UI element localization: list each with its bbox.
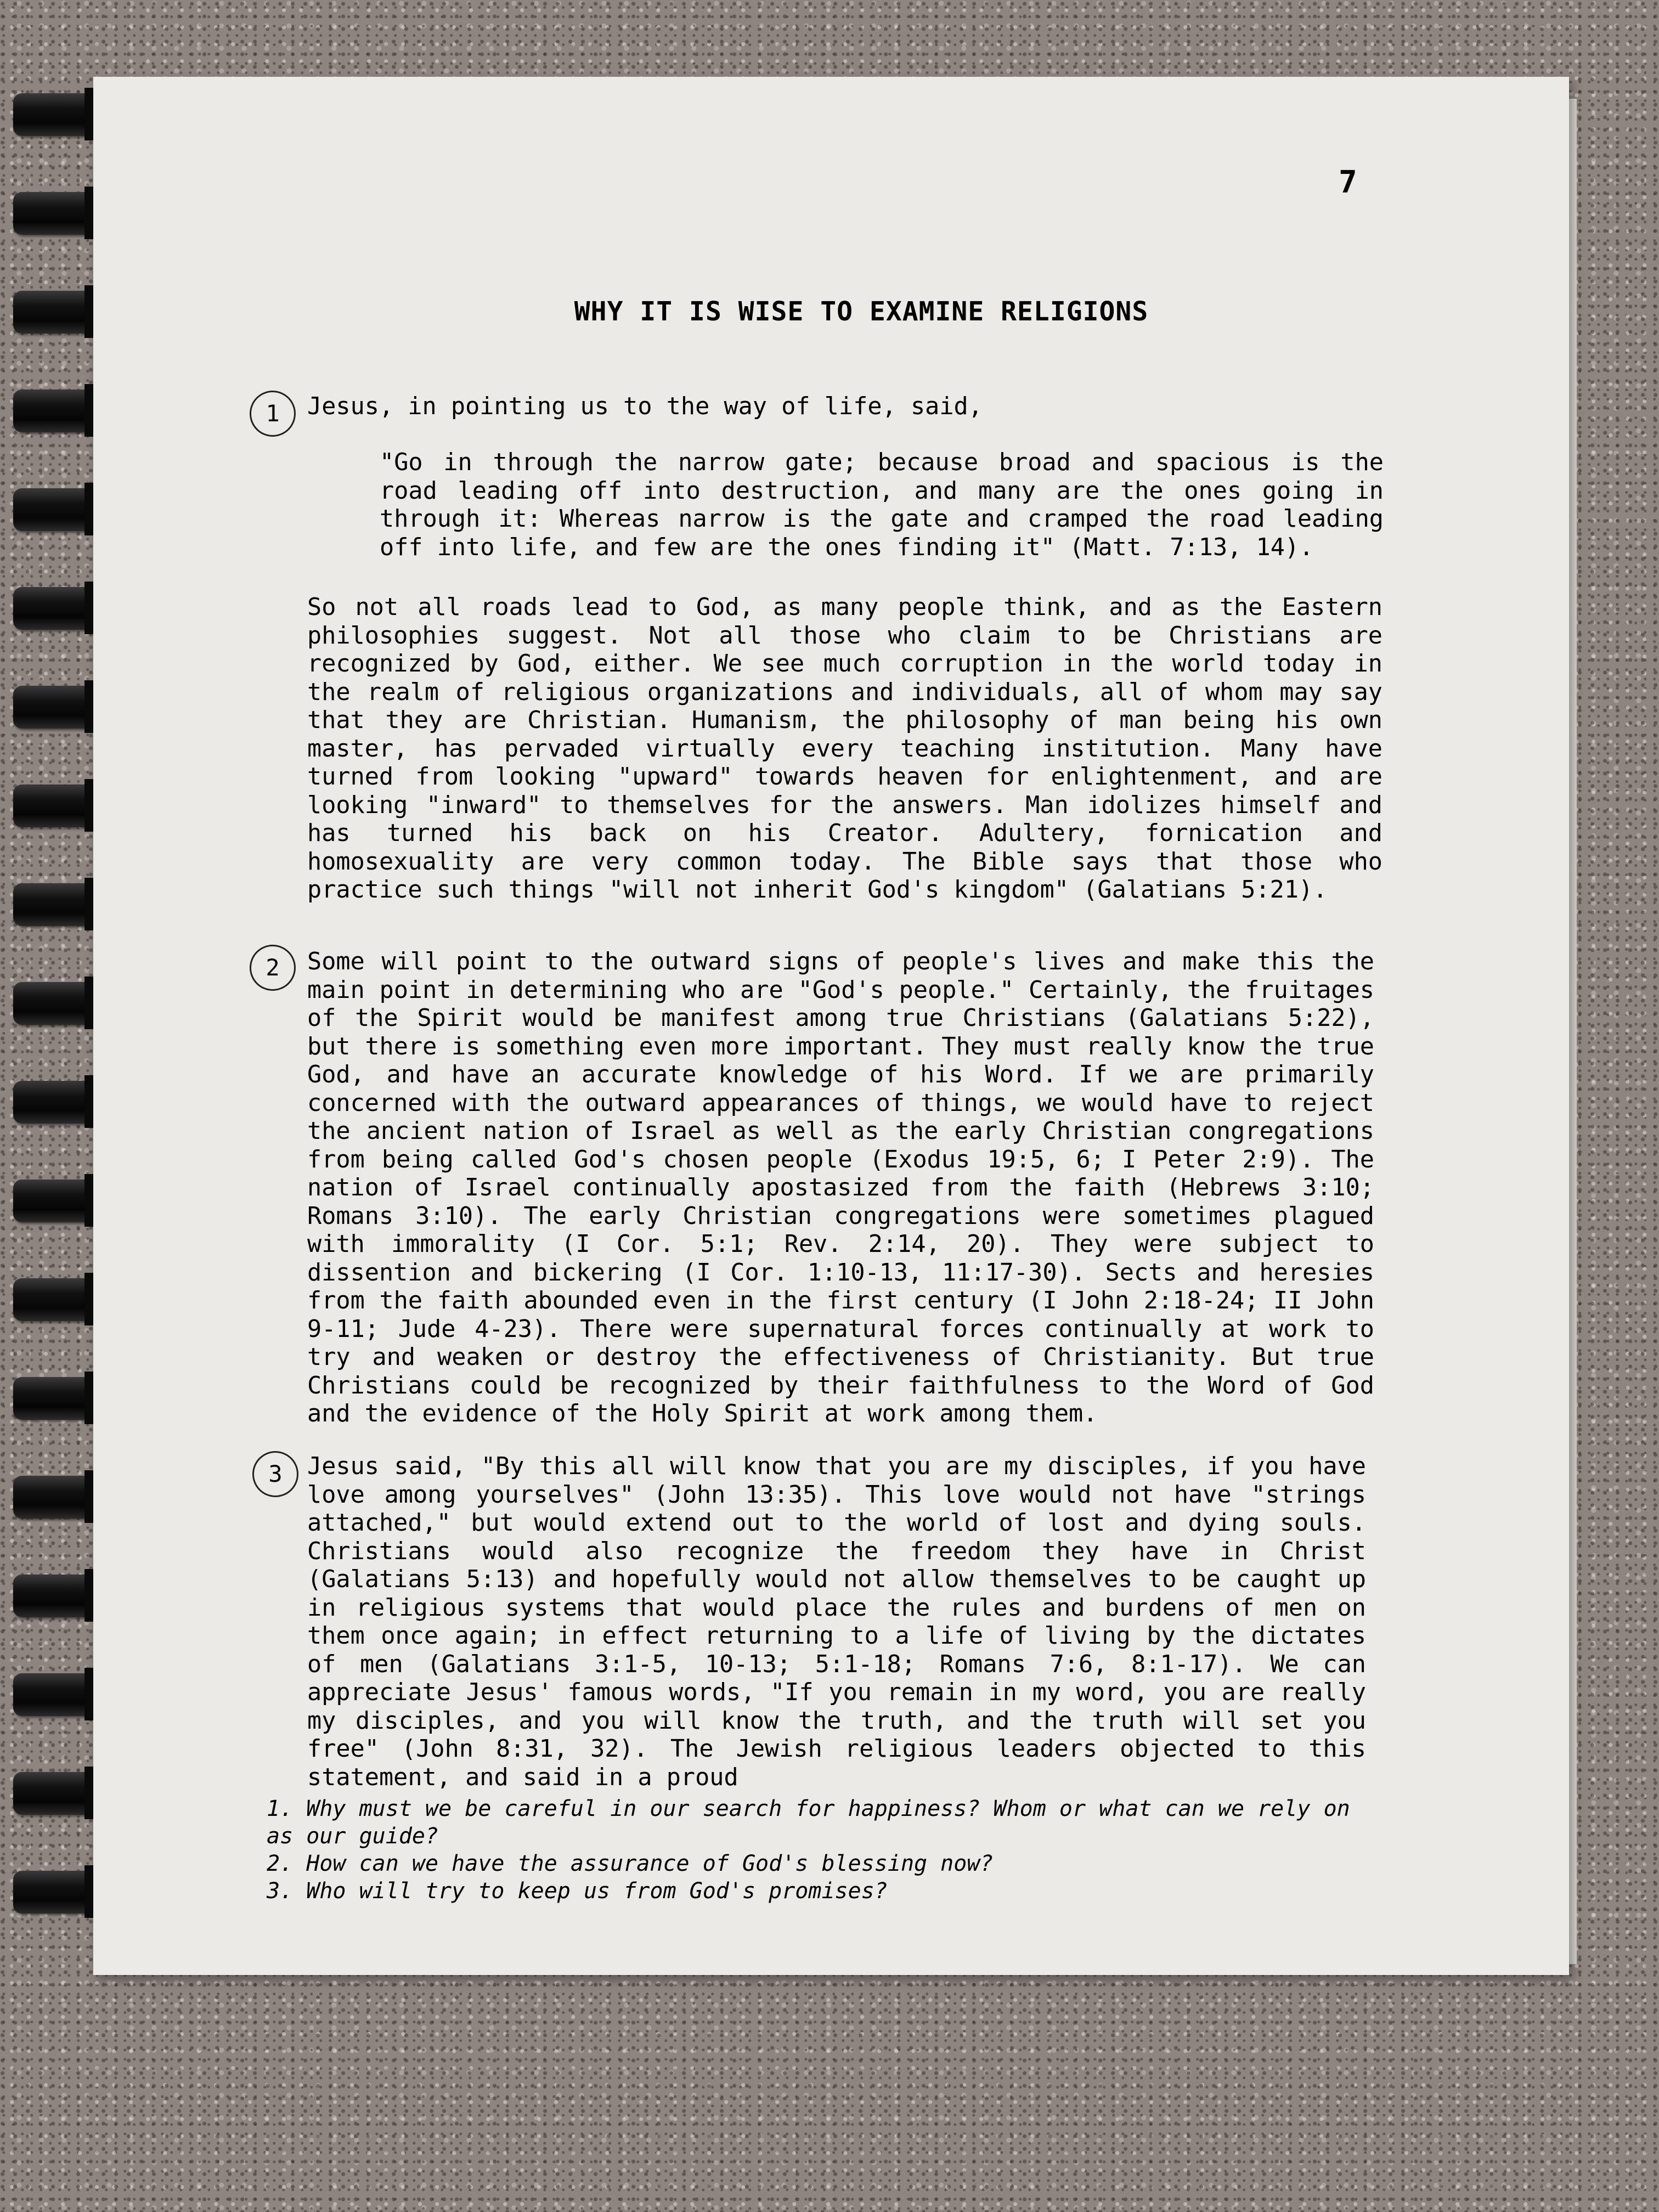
section-marker-2: 2 (250, 945, 296, 991)
section1-intro: Jesus, in pointing us to the way of life, said, (307, 393, 983, 420)
section-marker-3: 3 (252, 1451, 298, 1497)
section1-body: So not all roads lead to God, as many people think, and as the Eastern philosophies suggest. Not all those who claim to be Christians are recognized by God, either. We see much corruption in the world today in the realm of religious organizations and individuals, all of whom may say that they are Christian. Humanism, the philosophy of man being his own master, has pervaded virtually every teaching institution. Many have turned from looking "upward" towards heaven for enlightenment, and are looking "inward" to themselves for the answers. Man idolizes himself and has turned his back on his Creator. Adultery, fornication and homosexuality are very common today. The Bible says that those who practice such things "will not inherit God's kingdom" (Galatians 5:21). (307, 594, 1383, 904)
study-question: 1. Why must we be careful in our search for happiness? Whom or what can we rely on as our guide? (267, 1796, 1350, 1849)
section3-body: Jesus said, "By this all will know that you are my disciples, if you have love among yourselves" (John 13:35). This love would not have "strings attached," but would extend out to the world of lost and dying souls. Christians would also recognize the freedom they have in Christ (Galatians 5:13) and hopefully would not allow themselves to be caught up in religious systems that would place the rules and burdens of men on them once again; in effect returning to a life of living by the dictates of men (Galatians 3:1-5, 10-13; 5:1-18; Romans 7:6, 8:1-17). We can appreciate Jesus' famous words, "If you remain in my word, you are really my disciples, and you will know the truth, and the truth will set you free" (John 8:31, 32). The Jewish religious leaders objected to this statement, and said in a proud (307, 1453, 1366, 1791)
page-edge (1569, 99, 1577, 1964)
section1-quote: "Go in through the narrow gate; because broad and spacious is the road leading off into destruction, and many are the ones going in through it: Whereas narrow is the gate and cramped the road leading off into life, and few are the ones finding it" (Matt. 7:13, 14). (380, 449, 1384, 561)
section-marker-1: 1 (250, 391, 296, 437)
section2-body: Some will point to the outward signs of people's lives and make this the main point in determining who are "God's people." Certainly, the fruitages of the Spirit would be manifest among true Christians (Galatians 5:22), but there is something even more important. They must really know the true God, and have an accurate knowledge of his Word. If we are primarily concerned with the outward appearances of things, we would have to reject the ancient nation of Israel as well as the early Christian congregations from being called God's chosen people (Exodus 19:5, 6; I Peter 2:9). The nation of Israel continually apostasized from the faith (Hebrews 3:10; Romans 3:10). The early Christian congregations were sometimes plagued with immorality (I Cor. 5:1; Rev. 2:14, 20). They were subject to dissention and bickering (I Cor. 1:10-13, 11:17-30). Sects and heresies from the faith abounded even in the first century (I John 2:18-24; II John 9-11; Jude 4-23). There were supernatural forces continually at work to try and weaken or destroy the effectiveness of Christianity. But true Christians could be recognized by their faithfulness to the Word of God and the evidence of the Holy Spirit at work among them. (307, 948, 1374, 1427)
study-questions (267, 1795, 1364, 1905)
page-number: 7 (1339, 165, 1357, 200)
study-question: 2. How can we have the assurance of God's blessing now? (267, 1851, 994, 1876)
page-title: WHY IT IS WISE TO EXAMINE RELIGIONS (574, 296, 1149, 327)
study-question: 3. Who will try to keep us from God's promises? (267, 1878, 888, 1904)
